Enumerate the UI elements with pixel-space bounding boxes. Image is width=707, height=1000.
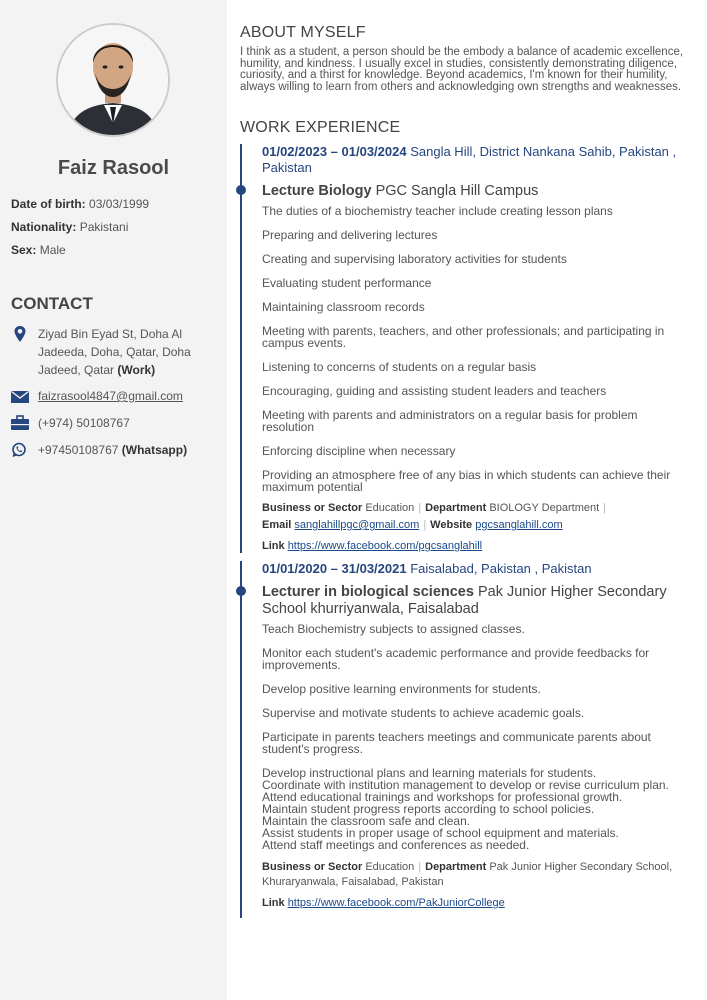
job-entry-1 (262, 144, 692, 554)
duty-item: Develop positive learning environments for students. (262, 682, 541, 696)
duties-list (262, 623, 692, 755)
job-facebook-link[interactable]: https://www.facebook.com/pgcsanglahill (287, 540, 483, 552)
contact-email (11, 387, 216, 405)
nationality-label: Nationality: (11, 220, 77, 234)
job-employer: Pak Junior Higher Secondary School khurriyanwala, Faisalabad (262, 584, 667, 617)
timeline-dot-2 (236, 586, 246, 596)
email-label: Email (262, 519, 292, 531)
about-text: I think as a student, a person should be the embody a balance of academic excellence, humility, and kindness. I usually excel in studies, consistently demonstrating diligence, curiosity, and a thirst for knowledge. Beyond academics, I'm known for their humility, always willing to learn from others and acknowledging own strengths and weaknesses. (240, 46, 684, 93)
duty-item: Providing an atmosphere free of any bias in which students can achieve their maximum potential (262, 468, 671, 494)
job-dates: 01/02/2023 – 01/03/2024 (262, 144, 407, 159)
duty-item: Maintaining classroom records (262, 300, 425, 314)
contact-phone (11, 414, 216, 432)
duty-item: Teach Biochemistry subjects to assigned classes. (262, 622, 525, 636)
job-meta-row-1: Business or Sector Education | Department Pak Junior Higher Secondary School, Khuraryanwala, Faisalabad, Pakistan (262, 861, 673, 888)
timeline-dot-1 (236, 185, 246, 195)
address-tag: (Work) (117, 363, 156, 377)
job-entry-2 (262, 561, 692, 911)
dob-label: Date of birth: (11, 197, 86, 211)
contact-address (11, 325, 216, 379)
timeline-line-1 (240, 144, 242, 553)
duty-item: Enforcing discipline when necessary (262, 444, 456, 458)
duty-item: Meeting with parents and administrators on a regular basis for problem resolution (262, 408, 638, 434)
contact-whatsapp (11, 441, 216, 459)
map-pin-icon (11, 326, 29, 342)
address-value: Ziyad Bin Eyad St, Doha Al Jadeeda, Doha, Qatar, Doha Jadeed, Qatar (38, 327, 191, 377)
link-label: Link (262, 897, 285, 909)
job-date-location (262, 144, 692, 176)
job-date-location (262, 561, 692, 577)
duty-item: Encouraging, guiding and assisting student leaders and teachers (262, 384, 607, 398)
department-value: BIOLOGY Department (489, 502, 600, 514)
sector-label: Business or Sector (262, 861, 363, 873)
website-label: Website (430, 519, 473, 531)
address-text (38, 325, 218, 379)
job-title-line (262, 584, 692, 618)
full-name: Faiz Rasool (57, 157, 170, 179)
sex-label: Sex: (11, 243, 37, 257)
job-title: Lecture Biology (262, 183, 372, 199)
sidebar (0, 0, 227, 1000)
duty-item: Maintain student progress reports according to school policies. (262, 802, 595, 816)
job-location: Sangla Hill, District Nankana Sahib, Pakistan , Pakistan (262, 144, 677, 175)
sex (11, 243, 66, 257)
duty-item: Monitor each student's academic performance and provide feedbacks for improvements. (262, 646, 650, 672)
duties-list (262, 205, 692, 493)
duty-item: Assist students in proper usage of school equipment and materials. (262, 826, 619, 840)
whatsapp-tag: (Whatsapp) (121, 443, 188, 457)
duty-item: Meeting with parents, teachers, and other professionals; and participating in campus events. (262, 324, 665, 350)
job-employer: PGC Sangla Hill Campus (375, 183, 539, 199)
duty-item: The duties of a biochemistry teacher include creating lesson plans (262, 204, 613, 218)
nationality (11, 220, 128, 234)
duty-item: Develop instructional plans and learning materials for students. (262, 766, 597, 780)
department-label: Department (425, 502, 487, 514)
duty-item: Evaluating student performance (262, 276, 432, 290)
duty-item: Attend educational trainings and workshops for professional growth. (262, 790, 623, 804)
about-heading: ABOUT MYSELF (240, 24, 366, 41)
nationality-value: Pakistani (79, 220, 129, 234)
job-facebook-link[interactable]: https://www.facebook.com/PakJuniorCollege (287, 897, 505, 909)
avatar (56, 23, 170, 137)
sex-value: Male (39, 243, 66, 257)
job-title: Lecturer in biological sciences (262, 584, 474, 600)
contact-heading: CONTACT (11, 294, 93, 313)
whatsapp-icon (11, 442, 29, 458)
sector-value: Education (365, 861, 415, 873)
duty-item: Maintain the classroom safe and clean. (262, 814, 471, 828)
duty-item: Coordinate with institution management to develop or revise curriculum plan. (262, 778, 669, 792)
duties-block (262, 767, 692, 851)
duty-item: Attend staff meetings and conferences as needed. (262, 838, 530, 852)
email-link[interactable]: faizrasool4847@gmail.com (38, 389, 183, 403)
work-heading: WORK EXPERIENCE (240, 119, 401, 136)
department-value: Pak Junior Higher Secondary School, Khuraryanwala, Faisalabad, Pakistan (262, 861, 673, 888)
job-meta-row-2: Email sanglahillpgc@gmail.com | Website pgcsanglahill.com (262, 519, 563, 531)
job-title-line (262, 183, 692, 200)
whatsapp-number: +97450108767 (38, 443, 119, 457)
job-meta-row-3 (262, 896, 692, 911)
envelope-icon (11, 388, 29, 404)
duty-item: Listening to concerns of students on a regular basis (262, 360, 537, 374)
job-meta-row-3 (262, 539, 692, 554)
date-of-birth (11, 197, 149, 211)
timeline-line-2 (240, 561, 242, 918)
duty-item: Supervise and motivate students to achieve academic goals. (262, 706, 585, 720)
department-label: Department (425, 861, 487, 873)
job-email-link[interactable]: sanglahillpgc@gmail.com (294, 519, 420, 531)
job-website-link[interactable]: pgcsanglahill.com (475, 519, 563, 531)
link-label: Link (262, 540, 285, 552)
job-meta-row-1: Business or Sector Education | Department BIOLOGY Department | (262, 502, 607, 514)
dob-value: 03/03/1999 (89, 197, 150, 211)
sector-label: Business or Sector (262, 502, 363, 514)
duty-item: Creating and supervising laboratory activities for students (262, 252, 567, 266)
briefcase-icon (11, 415, 29, 431)
phone-text: (+974) 50108767 (38, 416, 130, 430)
sector-value: Education (365, 502, 415, 514)
duty-item: Participate in parents teachers meetings and communicate parents about student's progress. (262, 730, 651, 756)
job-location: Faisalabad, Pakistan , Pakistan (410, 561, 592, 576)
profile-photo (58, 25, 168, 135)
duty-item: Preparing and delivering lectures (262, 228, 438, 242)
job-dates: 01/01/2020 – 31/03/2021 (262, 561, 407, 576)
